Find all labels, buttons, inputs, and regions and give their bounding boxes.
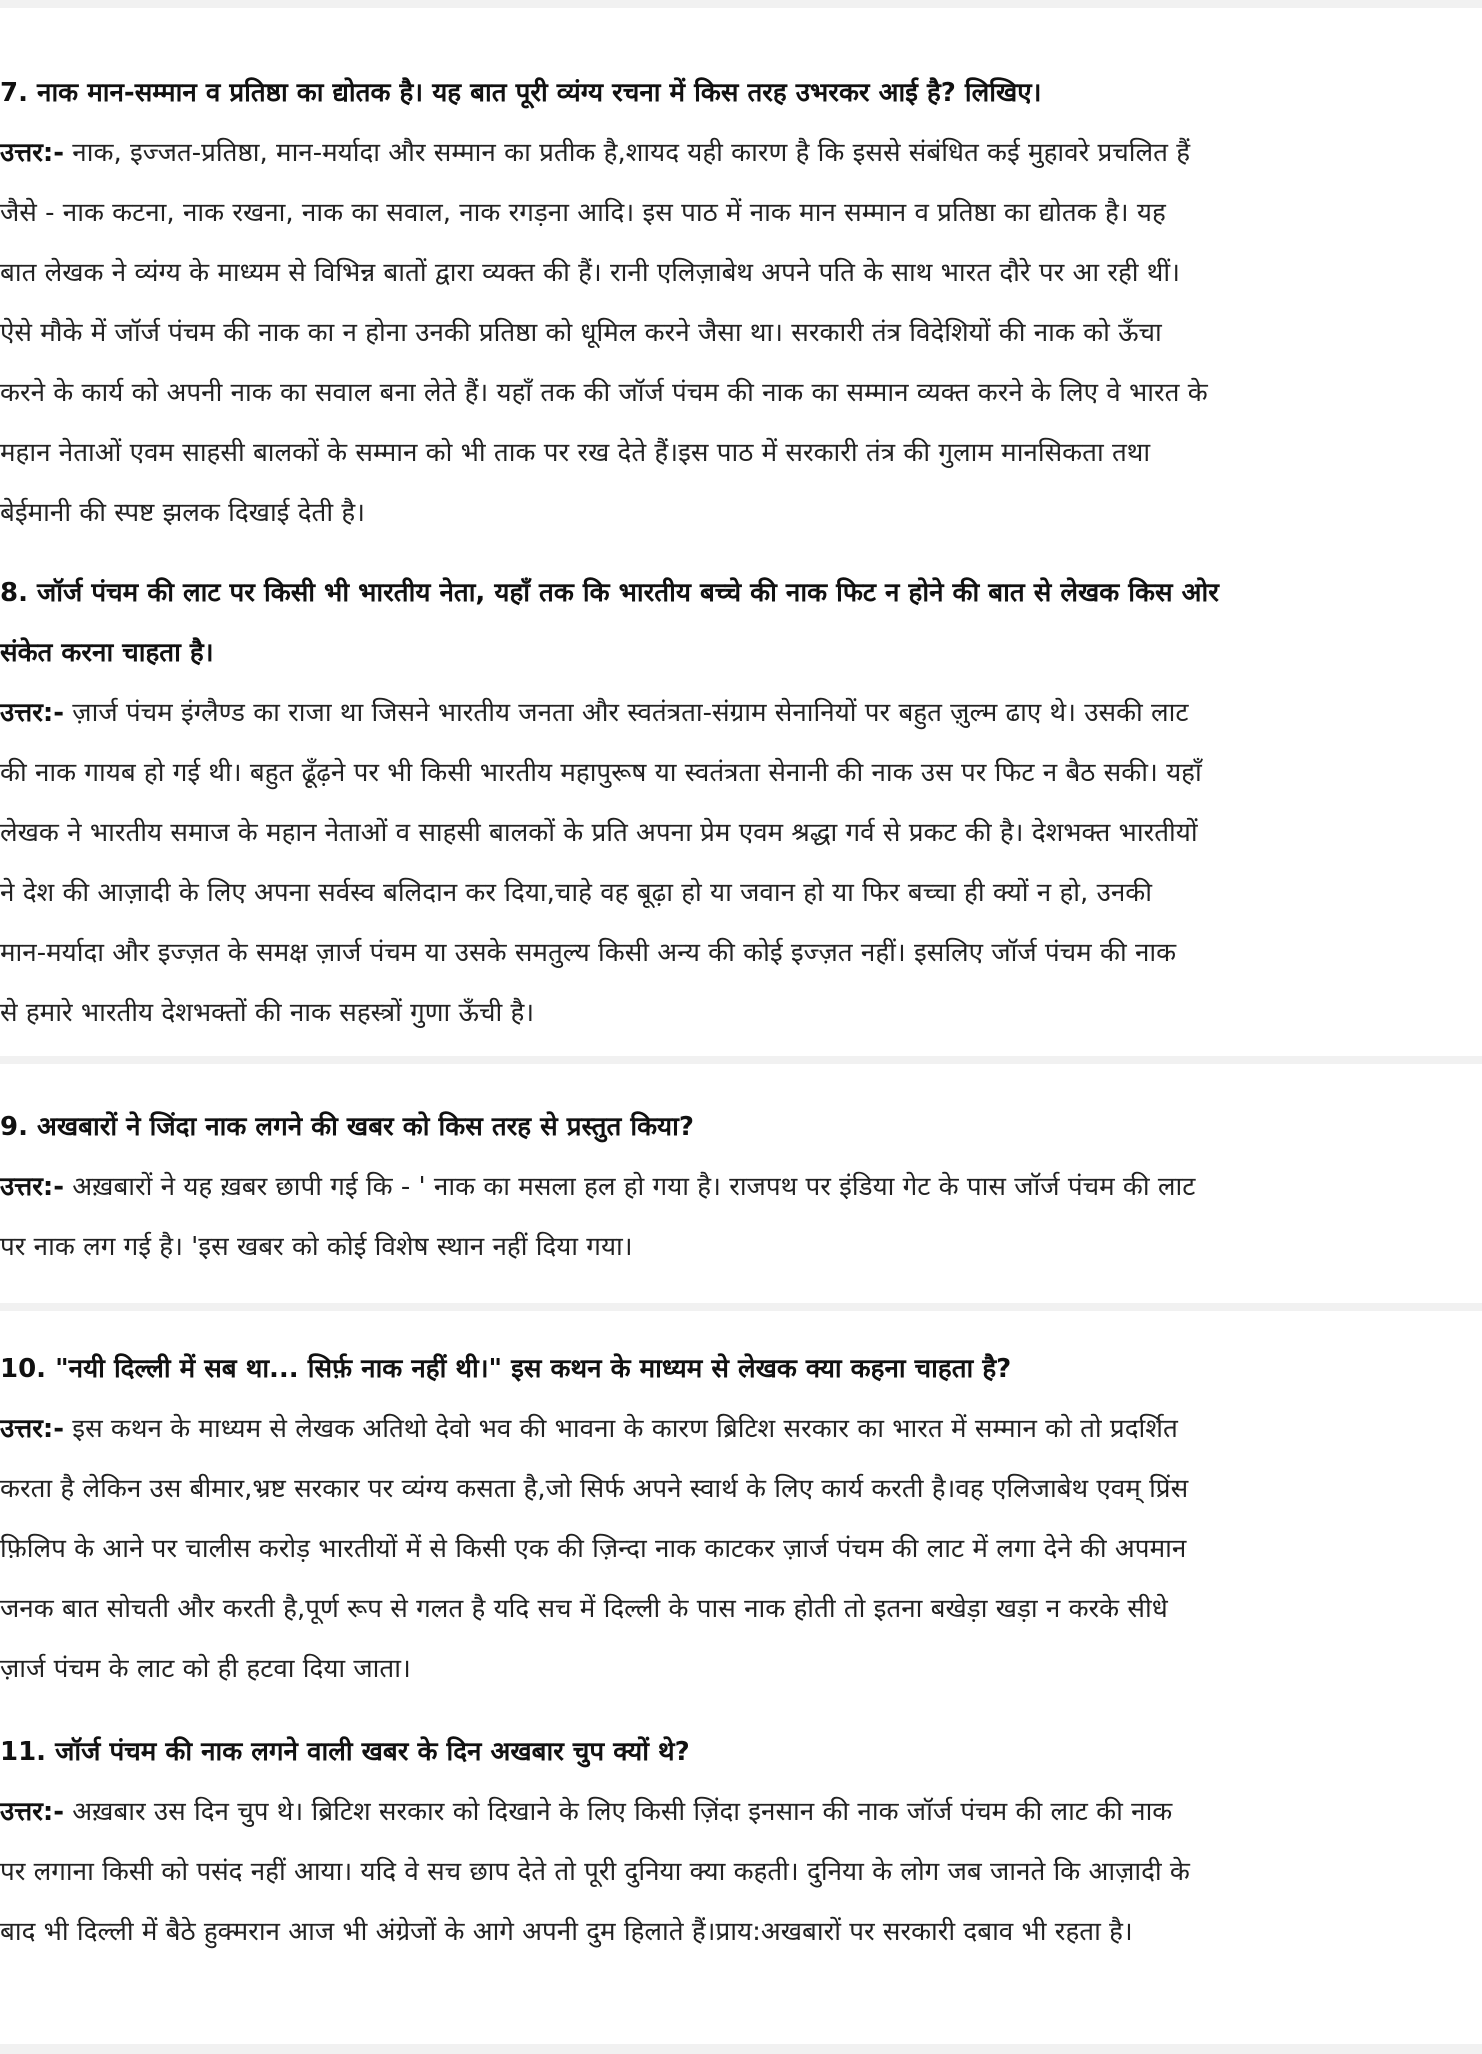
answer-text: बात लेखक ने व्यंग्य के माध्यम से विभिन्न बातों द्वारा व्यक्त की हैं। रानी एलिज़ाबेथ अपने पति के साथ भारत दौरे पर आ रही थीं। <box>0 258 1180 288</box>
answer-label: उत्तर:- <box>0 1414 65 1444</box>
answer-text: की नाक गायब हो गई थी। बहुत ढूँढ़ने पर भी किसी भारतीय महापुरूष या स्वतंत्रता सेनानी की नाक उस पर फिट न बैठ सकी। यहाँ <box>0 758 1202 788</box>
answer-text: पर नाक लग गई है। 'इस खबर को कोई विशेष स्थान नहीं दिया गया। <box>0 1232 633 1262</box>
answer-line <box>0 803 1482 863</box>
qa-item <box>0 563 1482 1043</box>
answer-line <box>0 243 1482 303</box>
qa-item <box>0 1722 1482 1962</box>
qa-item <box>0 1339 1482 1699</box>
answer-text: फ़िलिप के आने पर चालीस करोड़ भारतीयों में से किसी एक की ज़िन्दा नाक काटकर ज़ार्ज पंचम की लाट में लगा देने की अपमान <box>0 1534 1187 1564</box>
answer-line <box>0 863 1482 923</box>
qa-item <box>0 63 1482 543</box>
answer-line <box>0 1399 1482 1459</box>
answer-line <box>0 123 1482 183</box>
answer-text: इस कथन के माध्यम से लेखक अतिथो देवो भव की भावना के कारण ब्रिटिश सरकार का भारत में सम्मान को तो प्रदर्शित <box>64 1414 1178 1444</box>
answer-line <box>0 483 1482 543</box>
answer-line <box>0 423 1482 483</box>
answer-label: उत्तर:- <box>0 1797 65 1827</box>
answer-line <box>0 983 1482 1043</box>
answer-line <box>0 683 1482 743</box>
answer-line <box>0 1579 1482 1639</box>
answer-line <box>0 1157 1482 1217</box>
section-divider <box>0 1303 1482 1311</box>
answer-line <box>0 1217 1482 1277</box>
bottom-divider <box>0 2044 1482 2054</box>
question-text: 9. अखबारों ने जिंदा नाक लगने की खबर को किस तरह से प्रस्तुत किया? <box>0 1112 694 1142</box>
answer-text: बाद भी दिल्ली में बैठे हुक्मरान आज भी अंग्रेजों के आगे अपनी दुम हिलाते हैं।प्राय:अखबारों पर सरकारी दबाव भी रहता है। <box>0 1917 1133 1947</box>
top-divider <box>0 0 1482 8</box>
answer-text: करने के कार्य को अपनी नाक का सवाल बना लेते हैं। यहाँ तक की जॉर्ज पंचम की नाक का सम्मान व्यक्त करने के लिए वे भारत के <box>0 378 1208 408</box>
question-text: 11. जॉर्ज पंचम की नाक लगने वाली खबर के दिन अखबार चुप क्यों थे? <box>0 1737 690 1767</box>
answer-text: पर लगाना किसी को पसंद नहीं आया। यदि वे सच छाप देते तो पूरी दुनिया क्या कहती। दुनिया के लोग जब जानते कि आज़ादी के <box>0 1857 1190 1887</box>
answer-label: उत्तर:- <box>0 698 65 728</box>
question-text: 8. जॉर्ज पंचम की लाट पर किसी भी भारतीय नेता, यहाँ तक कि भारतीय बच्चे की नाक फिट न होने की बात से लेखक किस ओर <box>0 578 1219 608</box>
answer-text: बेईमानी की स्पष्ट झलक दिखाई देती है। <box>0 498 365 528</box>
answer-line <box>0 923 1482 983</box>
answer-line <box>0 743 1482 803</box>
answer-text: करता है लेकिन उस बीमार,भ्रष्ट सरकार पर व्यंग्य कसता है,जो सिर्फ अपने स्वार्थ के लिए कार्य करती है।वह एलिजाबेथ एवम् प्रिंस <box>0 1474 1189 1504</box>
answer-text: जैसे - नाक कटना, नाक रखना, नाक का सवाल, नाक रगड़ना आदि। इस पाठ में नाक मान सम्मान व प्रतिष्ठा का द्योतक है। यह <box>0 198 1166 228</box>
answer-line <box>0 1459 1482 1519</box>
answer-line <box>0 1519 1482 1579</box>
answer-text: महान नेताओं एवम साहसी बालकों के सम्मान को भी ताक पर रख देते हैं।इस पाठ में सरकारी तंत्र की गुलाम मानसिकता तथा <box>0 438 1151 468</box>
answer-text: लेखक ने भारतीय समाज के महान नेताओं व साहसी बालकों के प्रति अपना प्रेम एवम श्रद्धा गर्व से प्रकट की है। देशभक्त भारतीयों <box>0 818 1198 848</box>
answer-line <box>0 1902 1482 1962</box>
section-divider <box>0 1056 1482 1064</box>
answer-text: अख़बार उस दिन चुप थे। ब्रिटिश सरकार को दिखाने के लिए किसी ज़िंदा इनसान की नाक जॉर्ज पंचम की लाट की नाक <box>64 1797 1173 1827</box>
answer-text: अख़बारों ने यह ख़बर छापी गई कि - ' नाक का मसला हल हो गया है। राजपथ पर इंडिया गेट के पास जॉर्ज पंचम की लाट <box>64 1172 1196 1202</box>
answer-line <box>0 1639 1482 1699</box>
answer-label: उत्तर:- <box>0 1172 65 1202</box>
question-text: संकेत करना चाहता है। <box>0 638 214 668</box>
question-text: 7. नाक मान-सम्मान व प्रतिष्ठा का द्योतक है। यह बात पूरी व्यंग्य रचना में किस तरह उभरकर आई है? लिखिए। <box>0 78 1042 108</box>
answer-text: ज़ार्ज पंचम के लाट को ही हटवा दिया जाता। <box>0 1654 411 1684</box>
answer-text: से हमारे भारतीय देशभक्तों की नाक सहस्त्रों गुणा ऊँची है। <box>0 998 535 1028</box>
answer-text: मान-मर्यादा और इज्ज़त के समक्ष ज़ार्ज पंचम या उसके समतुल्य किसी अन्य की कोई इज्ज़त नहीं। इसलिए जॉर्ज पंचम की नाक <box>0 938 1177 968</box>
answer-text: ज़ार्ज पंचम इंग्लैण्ड का राजा था जिसने भारतीय जनता और स्वतंत्रता-संग्राम सेनानियों पर बहुत ज़ुल्म ढाए थे। उसकी लाट <box>64 698 1189 728</box>
answer-text: जनक बात सोचती और करती है,पूर्ण रूप से गलत है यदि सच में दिल्ली के पास नाक होती तो इतना बखेड़ा खड़ा न करके सीधे <box>0 1594 1168 1624</box>
answer-text: ऐसे मौके में जॉर्ज पंचम की नाक का न होना उनकी प्रतिष्ठा को धूमिल करने जैसा था। सरकारी तंत्र विदेशियों की नाक को ऊँचा <box>0 318 1162 348</box>
answer-line <box>0 183 1482 243</box>
answer-line <box>0 303 1482 363</box>
qa-item <box>0 1097 1482 1277</box>
answer-text: नाक, इज्जत-प्रतिष्ठा, मान-मर्यादा और सम्मान का प्रतीक है,शायद यही कारण है कि इससे संबंधित कई मुहावरे प्रचलित हैं <box>64 138 1191 168</box>
answer-line <box>0 1782 1482 1842</box>
answer-line <box>0 363 1482 423</box>
answer-label: उत्तर:- <box>0 138 65 168</box>
answer-line <box>0 1842 1482 1902</box>
answer-text: ने देश की आज़ादी के लिए अपना सर्वस्व बलिदान कर दिया,चाहे वह बूढ़ा हो या जवान हो या फिर बच्चा ही क्यों न हो, उनकी <box>0 878 1152 908</box>
question-text: 10. "नयी दिल्ली में सब था... सिर्फ़ नाक नहीं थी।" इस कथन के माध्यम से लेखक क्या कहना चाहता है? <box>0 1354 1012 1384</box>
